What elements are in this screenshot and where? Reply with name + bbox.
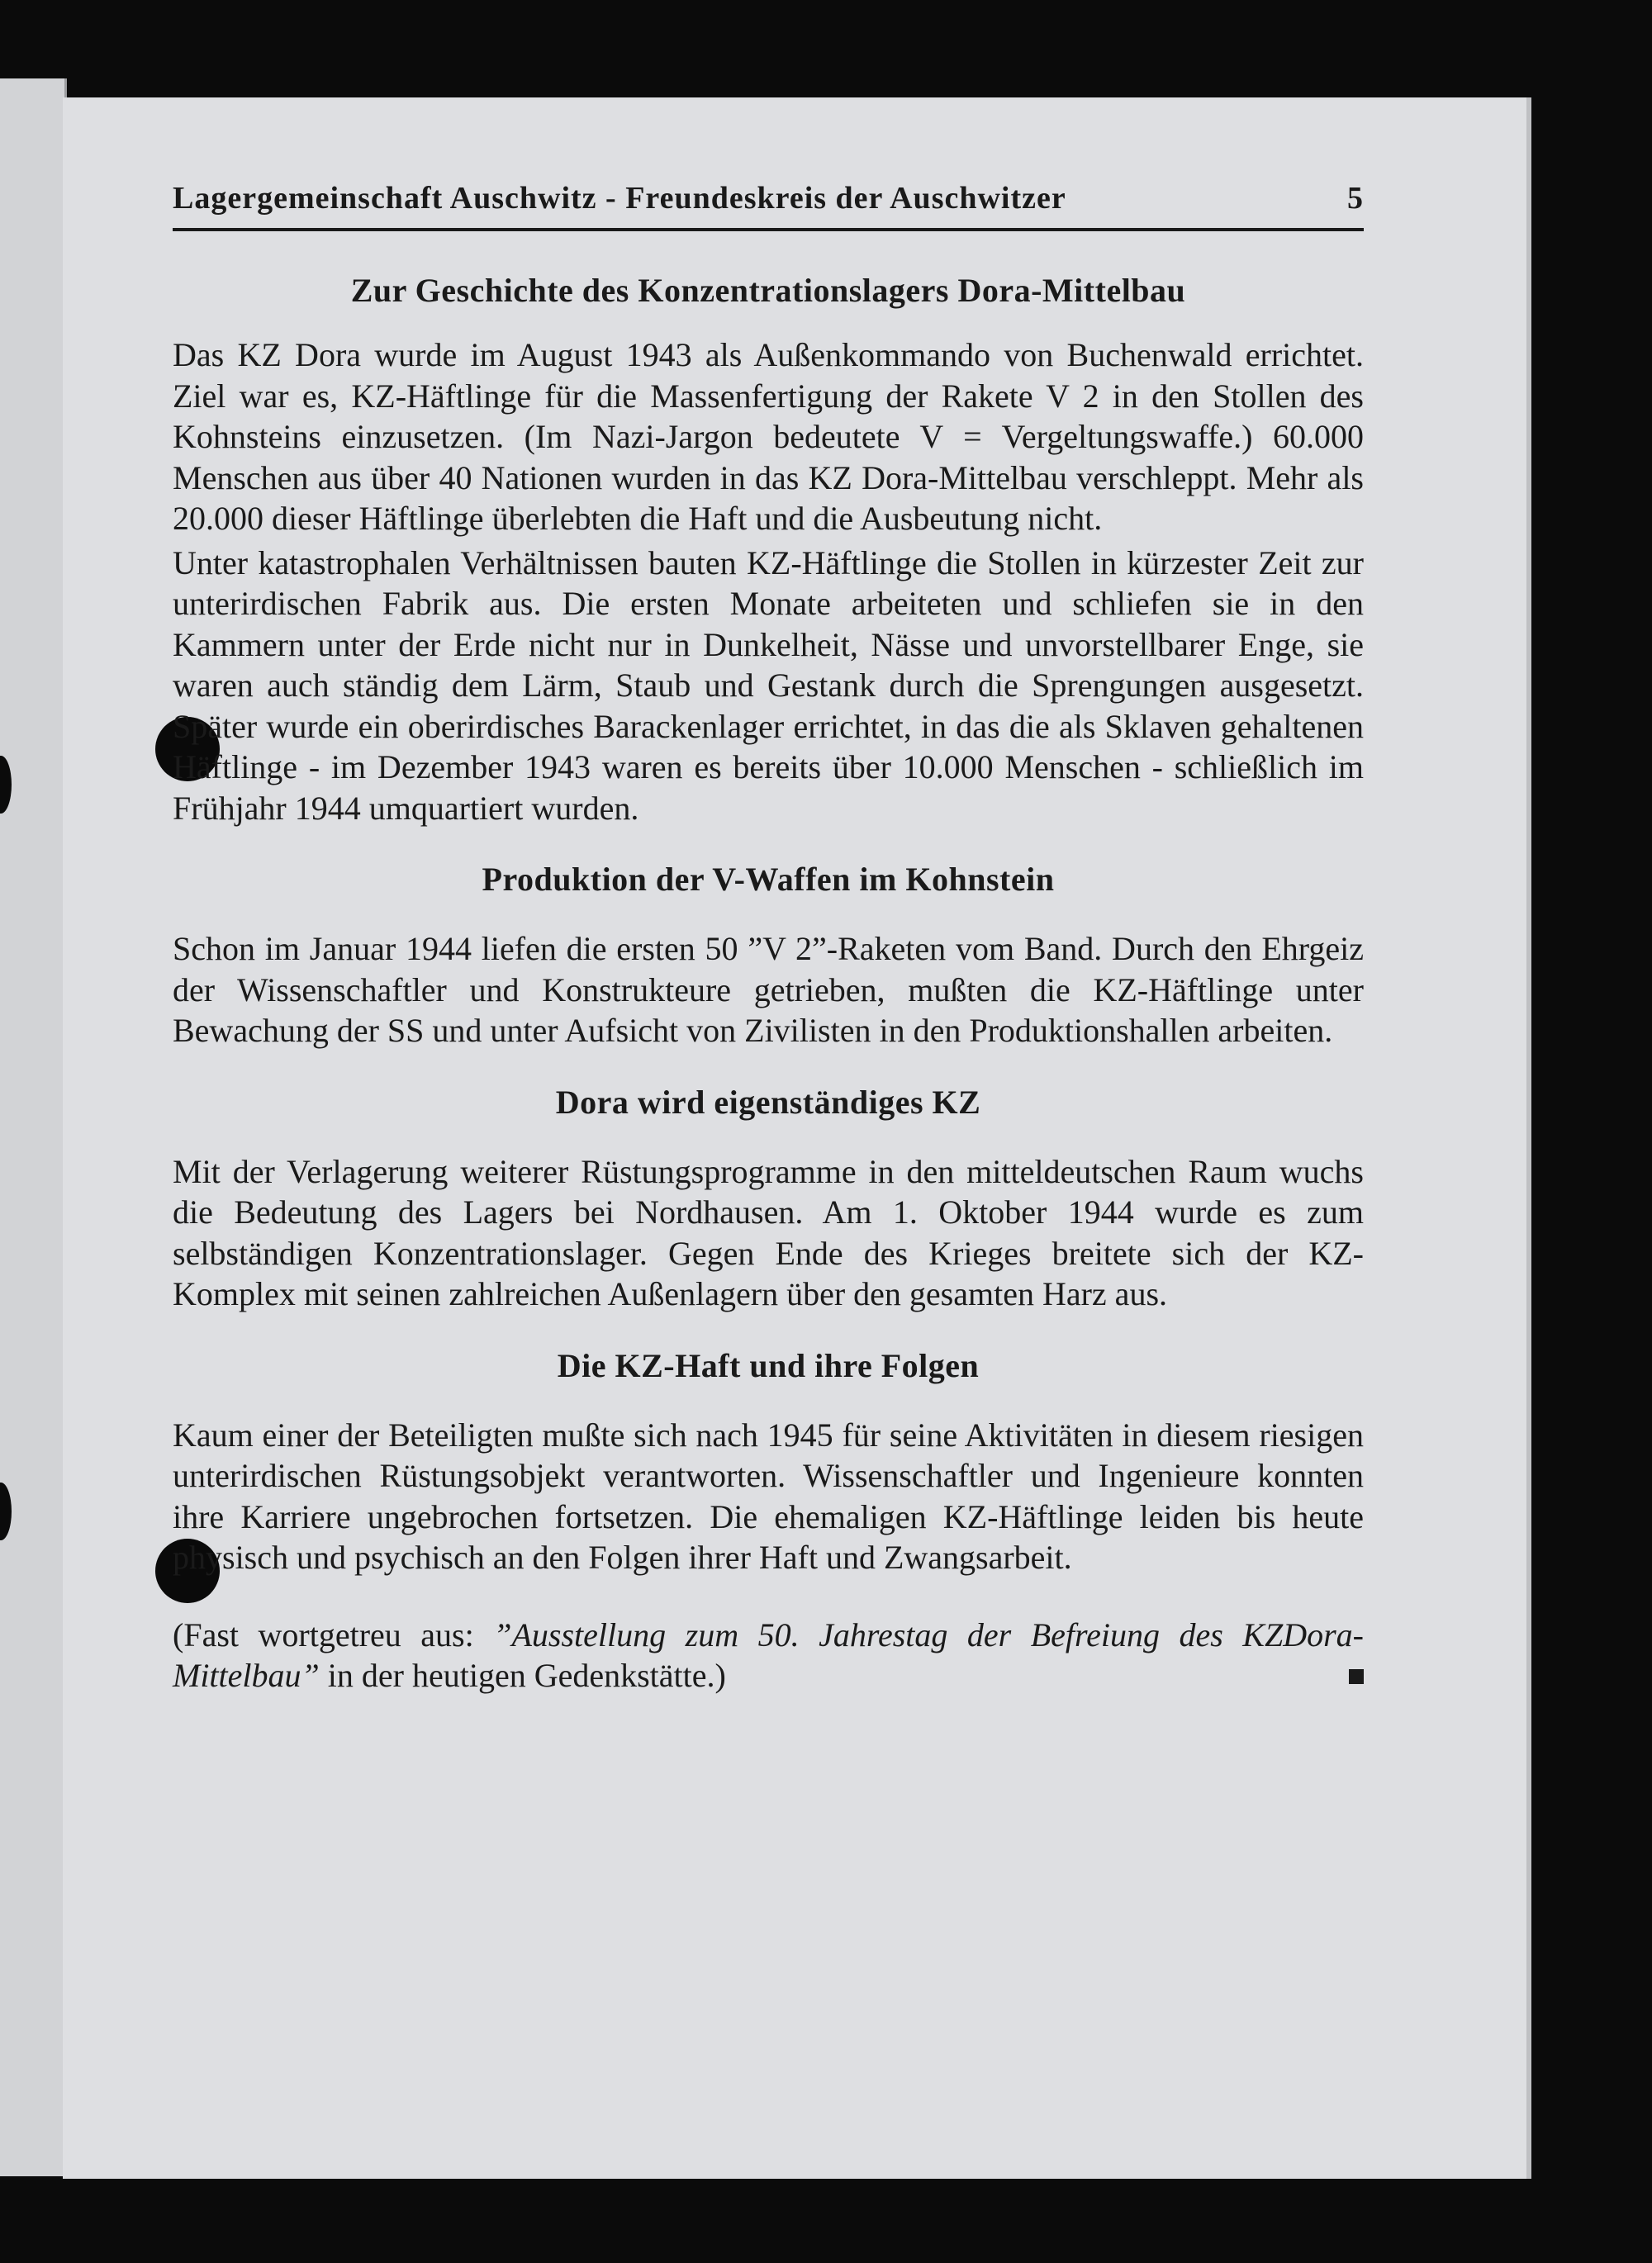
left-page-punch-hole: [0, 1483, 12, 1540]
source-suffix: in der heutigen Gedenkstätte.): [319, 1657, 726, 1694]
page-number: 5: [1347, 181, 1364, 216]
source-prefix: (Fast wortgetreu aus:: [173, 1615, 494, 1653]
left-page-punch-hole: [0, 756, 12, 814]
end-of-article-square-icon: [1349, 1669, 1364, 1684]
paragraph: Unter katastrophalen Verhältnissen bauten KZ-Häftlinge die Stollen in kürzester Zeit zur unterirdischen Fabrik aus. Die ersten Monate arbeiteten und schliefen sie in den Kammern unter der Erde nicht nur in Dunkelheit, Nässe und unvorstellbarer Enge, sie waren auch ständig dem Lärm, Staub und Gestank durch die Sprengungen ausgesetzt. Später wurde ein oberirdisches Barackenlager errichtet, in das die als Sklaven gehaltenen Häftlinge - im Dezember 1943 waren es bereits über 10.000 Menschen - schließlich im Frühjahr 1944 umquartiert wurden.: [173, 543, 1364, 827]
page-content: [173, 180, 1364, 1696]
source-note: [173, 1615, 1364, 1696]
paragraph: Schon im Januar 1944 liefen die ersten 50 ”V 2”-Raketen vom Band. Durch den Ehrgeiz der Wissenschaftler und Konstrukteure getrieben, mußten die KZ-Häftlinge unter Bewachung der SS und unter Aufsicht von Zivilisten in den Produktionshallen arbeiten.: [173, 930, 1364, 1049]
running-header: [173, 180, 1364, 231]
adjacent-left-page: [0, 78, 67, 2176]
section-title-production: Produktion der V-Waffen im Kohnstein: [482, 861, 1055, 898]
source-title: ”Ausstellung zum 50. Jahrestag der Befreiung des KZDora-Mittelbau”: [173, 1615, 1364, 1694]
section-title-history: Zur Geschichte des Konzentrationslagers Dora-Mittelbau: [350, 272, 1186, 309]
section-title-independent-camp: Dora wird eigenständiges KZ: [555, 1083, 981, 1121]
header-title: Lagergemeinschaft Auschwitz - Freundeskreis der Auschwitzer: [173, 181, 1066, 216]
section-title-consequences: Die KZ-Haft und ihre Folgen: [557, 1346, 980, 1384]
document-page: [63, 97, 1526, 2179]
paragraph: Kaum einer der Beteiligten mußte sich nach 1945 für seine Aktivitäten in diesem riesigen unterirdischen Rüstungsobjekt verantworten. Wissenschaftler und Ingenieure konnten ihre Karriere ungebrochen fortsetzen. Die ehemaligen KZ-Häftlinge leiden bis heute physisch und psychisch an den Folgen ihrer Haft und Zwangsarbeit.: [173, 1416, 1364, 1576]
paragraph: Mit der Verlagerung weiterer Rüstungsprogramme in den mitteldeutschen Raum wuchs die Bedeutung des Lagers bei Nordhausen. Am 1. Oktober 1944 wurde es zum selbständigen Konzentrationslager. Gegen Ende des Krieges breitete sich der KZ-Komplex mit seinen zahlreichen Außenlagern über den gesamten Harz aus.: [173, 1152, 1364, 1312]
paragraph: Das KZ Dora wurde im August 1943 als Außenkommando von Buchenwald errichtet. Ziel war es, KZ-Häftlinge für die Massenfertigung der Rakete V 2 in den Stollen des Kohnsteins einzusetzen. (Im Nazi-Jargon bedeutete V = Vergeltungswaffe.) 60.000 Menschen aus über 40 Nationen wurden in das KZ Dora-Mittelbau verschleppt. Mehr als 20.000 dieser Häftlinge überlebten die Haft und die Ausbeutung nicht.: [173, 336, 1364, 537]
